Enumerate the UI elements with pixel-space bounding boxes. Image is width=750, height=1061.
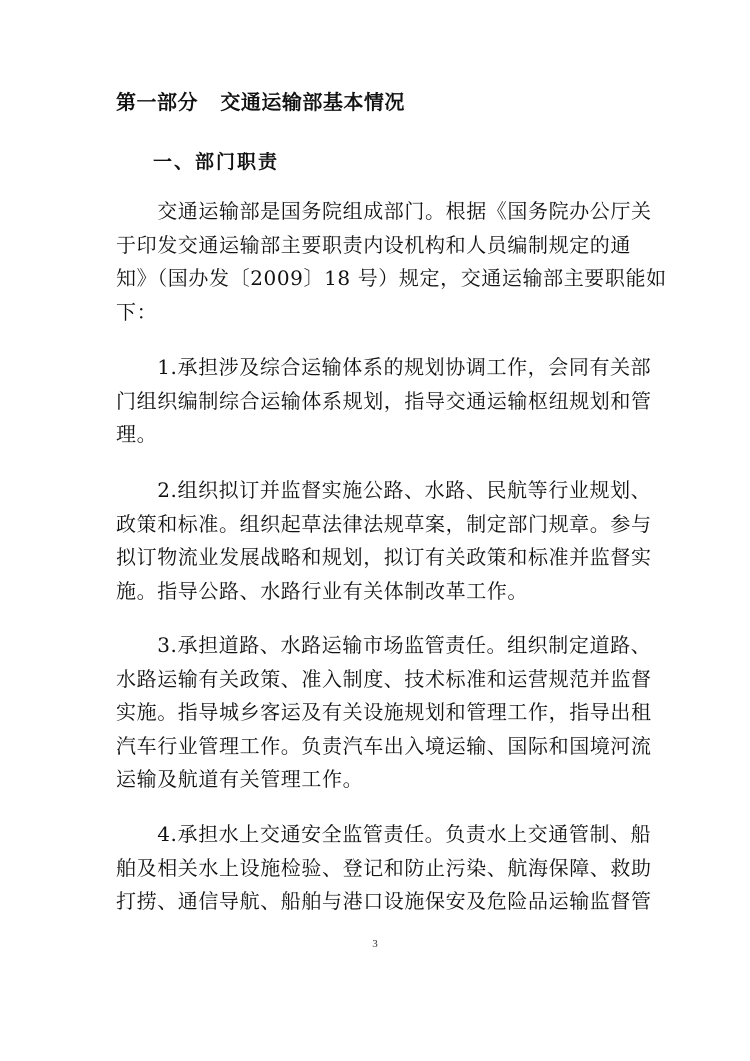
paragraph-line: 1.承担涉及综合运输体系的规划协调工作，会同有关部 — [116, 355, 652, 379]
part-title: 第一部分 交通运输部基本情况 — [116, 90, 405, 114]
duty-item-3 — [116, 629, 652, 797]
paragraph-line: 汽车行业管理工作。负责汽车出入境运输、国际和国境河流 — [116, 733, 652, 758]
paragraph-line: 交通运输部是国务院组成部门。根据《国务院办公厅关 — [116, 199, 652, 223]
paragraph-line: 4.承担水上交通安全监管责任。负责水上交通管制、船 — [116, 822, 652, 846]
paragraph-intro — [116, 195, 667, 329]
paragraph-line: 知》（国办发〔2009〕18 号）规定，交通运输部主要职能如 — [116, 266, 667, 290]
section-title: 一、部门职责 — [153, 151, 280, 173]
paragraph-line: 水路运输有关政策、准入制度、技术标准和运营规范并监督 — [116, 666, 652, 691]
paragraph-line: 门组织编制综合运输体系规划，指导交通运输枢纽规划和管 — [116, 388, 652, 413]
page-number: 3 — [372, 938, 378, 950]
duty-item-1 — [116, 351, 652, 452]
duty-item-4 — [116, 818, 652, 919]
paragraph-line: 3.承担道路、水路运输市场监管责任。组织制定道路、 — [116, 633, 652, 657]
paragraph-line: 2.组织拟订并监督实施公路、水路、民航等行业规划、 — [116, 478, 652, 502]
paragraph-line: 理。 — [116, 422, 158, 446]
paragraph-line: 拟订物流业发展战略和规划，拟订有关政策和标准并监督实 — [116, 545, 652, 569]
paragraph-line: 下： — [116, 299, 158, 324]
paragraph-line: 政策和标准。组织起草法律法规草案，制定部门规章。参与 — [116, 511, 652, 536]
paragraph-line: 运输及航道有关管理工作。 — [116, 767, 364, 791]
paragraph-line: 舶及相关水上设施检验、登记和防止污染、航海保障、救助 — [116, 855, 652, 880]
paragraph-line: 实施。指导城乡客运及有关设施规划和管理工作，指导出租 — [116, 700, 652, 724]
paragraph-line: 于印发交通运输部主要职责内设机构和人员编制规定的通 — [116, 232, 631, 257]
paragraph-line: 打捞、通信导航、船舶与港口设施保安及危险品运输监督管 — [116, 889, 652, 913]
duty-item-2 — [116, 474, 652, 608]
paragraph-line: 施。指导公路、水路行业有关体制改革工作。 — [116, 578, 528, 603]
